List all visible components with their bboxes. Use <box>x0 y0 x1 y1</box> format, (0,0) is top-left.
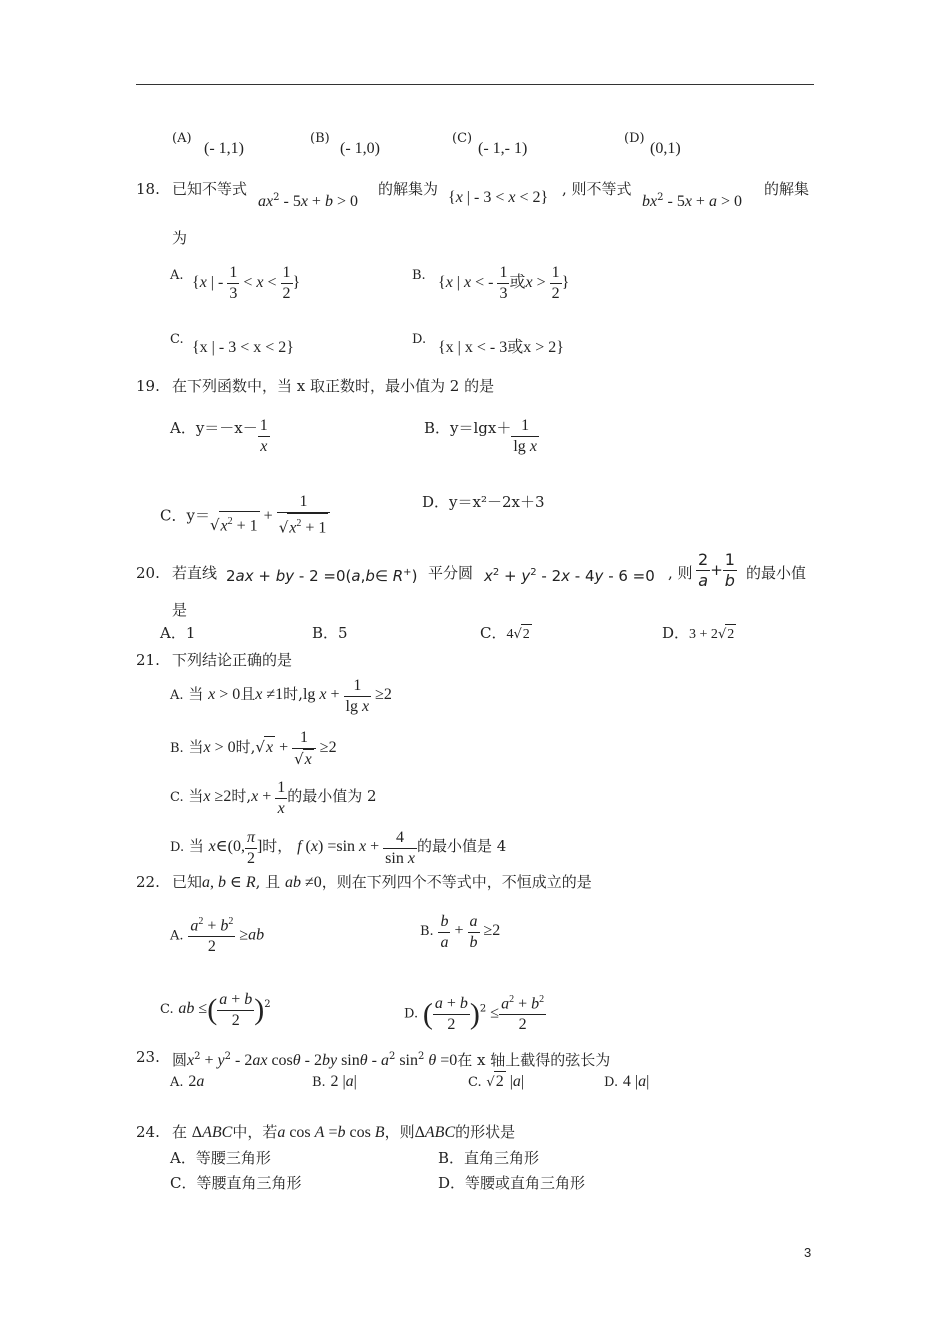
q23-option-d: D. 4 |a| <box>604 1073 650 1090</box>
q21-option-b: B. 当x > 0时,√x + $\frac{1}{√x}$ ≥2 <box>170 729 337 768</box>
q17-option-d-value: (0,1) <box>650 140 681 157</box>
q18-option-b-expr: {x | x < - $\frac{1}{3}$ 或x > $\frac{1}{2}$ } <box>438 264 570 302</box>
q20-text-d: 的最小值 <box>746 564 807 582</box>
q22-option-b: B. $\frac{b}{a}$ + $\frac{a}{b}$ ≥2 <box>420 913 501 951</box>
q24-option-a: A．等腰三角形 <box>170 1149 271 1167</box>
q21-text: 下列结论正确的是 <box>172 651 293 669</box>
q23-option-c: C. √2 |a| <box>468 1073 525 1090</box>
q17-option-b-label: (B) <box>310 131 330 146</box>
q20-text-e: 是 <box>172 601 188 619</box>
q17-option-b-value: (- 1,0) <box>340 140 380 157</box>
q20-option-b: B．5 <box>312 624 348 642</box>
q18-option-b-label: B. <box>412 268 426 283</box>
q20-text-c: , 则 <box>668 564 693 582</box>
q20-number: 20. <box>136 564 160 582</box>
q23-option-b: B. 2 |a| <box>312 1073 357 1090</box>
q17-option-c-value: (- 1,- 1) <box>478 140 528 157</box>
q20-circle-equation: $x^2 + y^2 - 2x - 4y - 6 =0$ <box>484 567 655 585</box>
q20-line-equation: 2ax + by - 2 =0(a,b∈ R+) <box>226 567 418 585</box>
q18-inequality-1: $ax^2 - 5x + b > 0$ <box>258 192 358 210</box>
q23-stem: 圆$x^2 + y^2 - 2ax$ cosθ - 2by sinθ - $a^2$ $\sin^2 \theta =0$在 x 轴上截得的弦长为 <box>172 1051 611 1069</box>
q18-option-a-expr: {x | - $\frac{1}{3}$ < x < $\frac{1}{2}$ } <box>192 264 301 302</box>
q18-option-c-expr: {x | - 3 < x < 2} <box>192 339 294 356</box>
q18-text-c: , 则不等式 <box>562 180 632 198</box>
q23-number: 23. <box>136 1048 160 1066</box>
header-rule <box>136 84 814 85</box>
q18-option-d-label: D. <box>412 332 427 347</box>
q18-text-e: 为 <box>172 229 188 247</box>
q17-option-a-value: (- 1,1) <box>204 140 244 157</box>
q20-text-a: 若直线 <box>172 564 218 582</box>
q19-option-d: D．y＝x²－2x＋3 <box>422 493 545 511</box>
q17-option-a-label: (A) <box>172 131 192 146</box>
q19-option-a: A．y＝－x－ $\frac{1}{x}$ <box>170 417 268 455</box>
q19-option-c: C．$y=√x^2 + 1$ + $\frac{1}{√x^2 + 1}$ <box>160 492 330 538</box>
q17-option-d-label: (D) <box>624 131 645 146</box>
q18-option-a-label: A. <box>170 268 184 283</box>
q21-option-a: A. 当 x > 0且x ≠1时,lg x + $\frac{1}{\text{lg x}}$ ≥2 <box>170 677 392 715</box>
q21-option-c: C. 当x ≥2时,x + $\frac{1}{x}$ 的最小值为 2 <box>170 779 377 817</box>
q24-number: 24. <box>136 1123 160 1141</box>
q22-option-d: D. ( $\frac{a + b}{2}$ )$^2$ ≤ $\frac{a^2 + b^2}{2}$ <box>404 994 545 1034</box>
q20-text-b: 平分圆 <box>428 564 474 582</box>
q21-option-d: D. 当 x∈(0, $\frac{\pi}{2}$ ]时， f (x) =sin x + $\frac{4}{\text{sin x}}$ 的最小值是 4 <box>170 829 507 867</box>
q21-number: 21. <box>136 651 160 669</box>
q23-option-a: A. 2a <box>170 1073 205 1090</box>
q19-text: 在下列函数中，当 x 取正数时，最小值为 2 的是 <box>172 377 495 395</box>
q18-text-a: 已知不等式 <box>172 180 248 198</box>
q22-option-c: C. ab ≤( $\frac{a + b}{2}$ )$^2$ <box>160 991 271 1029</box>
q18-option-c-label: C. <box>170 332 184 347</box>
page-number: 3 <box>804 1245 812 1260</box>
q18-text-d: 的解集 <box>764 180 810 198</box>
q18-solution-set: {x | - 3 < x < 2} <box>448 189 549 206</box>
q24-option-b: B．直角三角形 <box>438 1149 540 1167</box>
q20-expression: $\frac{2}{a}$ + $\frac{1}{b}$ <box>698 550 735 590</box>
q22-stem: 已知a, b ∈ R, 且 ab ≠0，则在下列四个不等式中，不恒成立的是 <box>172 873 592 891</box>
q18-option-d-expr: {x | x < - 3或x > 2} <box>438 339 564 356</box>
q24-stem: 在 ΔABC中，若a cos A =b cos B，则ΔABC的形状是 <box>172 1123 516 1141</box>
q19-number: 19. <box>136 377 160 395</box>
q22-option-a: A. $\frac{a^2 + b^2}{2}$ ≥ab <box>170 916 265 956</box>
q20-option-d: D．3 + 2√2 <box>662 623 736 645</box>
q24-option-d: D．等腰或直角三角形 <box>438 1174 586 1192</box>
q18-text-b: 的解集为 <box>378 180 439 198</box>
q18-number: 18. <box>136 180 160 198</box>
q17-option-c-label: (C) <box>452 131 473 146</box>
q19-option-b: B．y＝lgx＋ $\frac{1}{\text{lg x}}$ <box>424 417 537 455</box>
q22-number: 22. <box>136 873 160 891</box>
q24-option-c: C．等腰直角三角形 <box>170 1174 302 1192</box>
q20-option-c: C．4√2 <box>480 623 532 645</box>
q20-option-a: A．1 <box>160 624 196 642</box>
q18-inequality-2: $bx^2 - 5x + a > 0$ <box>642 192 742 210</box>
